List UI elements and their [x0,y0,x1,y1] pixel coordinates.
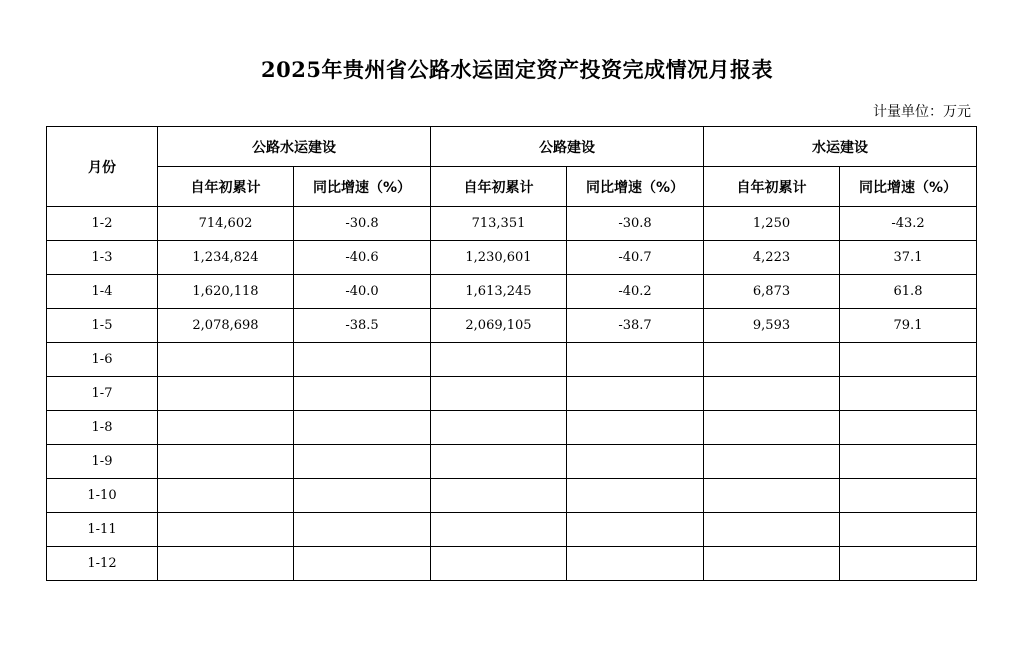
waterway-yoy-cell: 79.1 [840,309,977,343]
waterway-yoy-cell [840,513,977,547]
month-cell: 1-3 [47,241,158,275]
sub-header-yoy-growth: 同比增速（%） [840,167,977,207]
waterway-cumulative-cell: 1,250 [704,207,840,241]
month-column-header: 月份 [47,127,158,207]
highway-waterway-cumulative-cell [158,445,294,479]
table-row [47,207,977,241]
highway-cumulative-cell [431,377,567,411]
waterway-yoy-cell [840,479,977,513]
highway-yoy-cell: -40.7 [567,241,704,275]
sub-header-cumulative: 自年初累计 [158,167,294,207]
month-cell: 1-8 [47,411,158,445]
highway-waterway-cumulative-cell: 714,602 [158,207,294,241]
highway-waterway-yoy-cell [294,479,431,513]
investment-report-table [46,126,977,581]
waterway-cumulative-cell: 4,223 [704,241,840,275]
highway-yoy-cell: -30.8 [567,207,704,241]
waterway-cumulative-cell [704,479,840,513]
waterway-yoy-cell [840,445,977,479]
highway-yoy-cell [567,547,704,581]
unit-label: 计量单位：万元 [873,104,971,120]
table-row [47,547,977,581]
month-cell: 1-9 [47,445,158,479]
month-cell: 1-7 [47,377,158,411]
highway-waterway-cumulative-cell [158,513,294,547]
highway-waterway-cumulative-cell [158,479,294,513]
waterway-yoy-cell: 61.8 [840,275,977,309]
waterway-cumulative-cell [704,547,840,581]
highway-waterway-yoy-cell: -30.8 [294,207,431,241]
highway-waterway-cumulative-cell [158,343,294,377]
table-row [47,309,977,343]
highway-cumulative-cell [431,411,567,445]
waterway-yoy-cell: 37.1 [840,241,977,275]
highway-cumulative-cell: 713,351 [431,207,567,241]
header-row-subcolumns [47,167,977,207]
waterway-cumulative-cell: 9,593 [704,309,840,343]
waterway-yoy-cell [840,343,977,377]
highway-yoy-cell: -40.2 [567,275,704,309]
highway-waterway-yoy-cell [294,377,431,411]
report-title: 2025年贵州省公路水运固定资产投资完成情况月报表 [261,57,773,82]
waterway-cumulative-cell [704,445,840,479]
table-body [47,207,977,581]
highway-waterway-yoy-cell [294,411,431,445]
highway-yoy-cell [567,445,704,479]
highway-waterway-cumulative-cell [158,547,294,581]
group-header-highway-waterway: 公路水运建设 [158,127,431,167]
month-cell: 1-11 [47,513,158,547]
highway-yoy-cell: -38.7 [567,309,704,343]
month-cell: 1-10 [47,479,158,513]
sub-header-yoy-growth: 同比增速（%） [567,167,704,207]
table-row [47,479,977,513]
highway-cumulative-cell: 1,230,601 [431,241,567,275]
table-row [47,377,977,411]
highway-waterway-yoy-cell [294,547,431,581]
sub-header-yoy-growth: 同比增速（%） [294,167,431,207]
month-cell: 1-4 [47,275,158,309]
table-row [47,445,977,479]
highway-cumulative-cell [431,547,567,581]
sub-header-cumulative: 自年初累计 [704,167,840,207]
month-cell: 1-6 [47,343,158,377]
highway-cumulative-cell [431,513,567,547]
table-row [47,513,977,547]
waterway-yoy-cell [840,377,977,411]
highway-waterway-yoy-cell [294,513,431,547]
highway-waterway-cumulative-cell [158,411,294,445]
highway-waterway-cumulative-cell: 2,078,698 [158,309,294,343]
waterway-yoy-cell [840,411,977,445]
highway-waterway-yoy-cell [294,343,431,377]
month-cell: 1-12 [47,547,158,581]
highway-waterway-yoy-cell: -40.6 [294,241,431,275]
table-row [47,343,977,377]
waterway-cumulative-cell [704,513,840,547]
highway-waterway-yoy-cell: -38.5 [294,309,431,343]
header-row-groups [47,127,977,167]
highway-cumulative-cell [431,343,567,377]
group-header-waterway: 水运建设 [704,127,977,167]
waterway-cumulative-cell [704,377,840,411]
highway-yoy-cell [567,343,704,377]
waterway-yoy-cell [840,547,977,581]
highway-yoy-cell [567,377,704,411]
month-cell: 1-5 [47,309,158,343]
highway-waterway-yoy-cell: -40.0 [294,275,431,309]
highway-cumulative-cell: 1,613,245 [431,275,567,309]
table-row [47,411,977,445]
group-header-highway: 公路建设 [431,127,704,167]
highway-waterway-cumulative-cell [158,377,294,411]
highway-yoy-cell [567,479,704,513]
month-cell: 1-2 [47,207,158,241]
waterway-cumulative-cell [704,411,840,445]
highway-waterway-yoy-cell [294,445,431,479]
sub-header-cumulative: 自年初累计 [431,167,567,207]
highway-yoy-cell [567,411,704,445]
highway-waterway-cumulative-cell: 1,234,824 [158,241,294,275]
waterway-cumulative-cell [704,343,840,377]
waterway-yoy-cell: -43.2 [840,207,977,241]
highway-cumulative-cell [431,479,567,513]
highway-cumulative-cell: 2,069,105 [431,309,567,343]
highway-waterway-cumulative-cell: 1,620,118 [158,275,294,309]
table-row [47,241,977,275]
waterway-cumulative-cell: 6,873 [704,275,840,309]
table-row [47,275,977,309]
highway-cumulative-cell [431,445,567,479]
highway-yoy-cell [567,513,704,547]
